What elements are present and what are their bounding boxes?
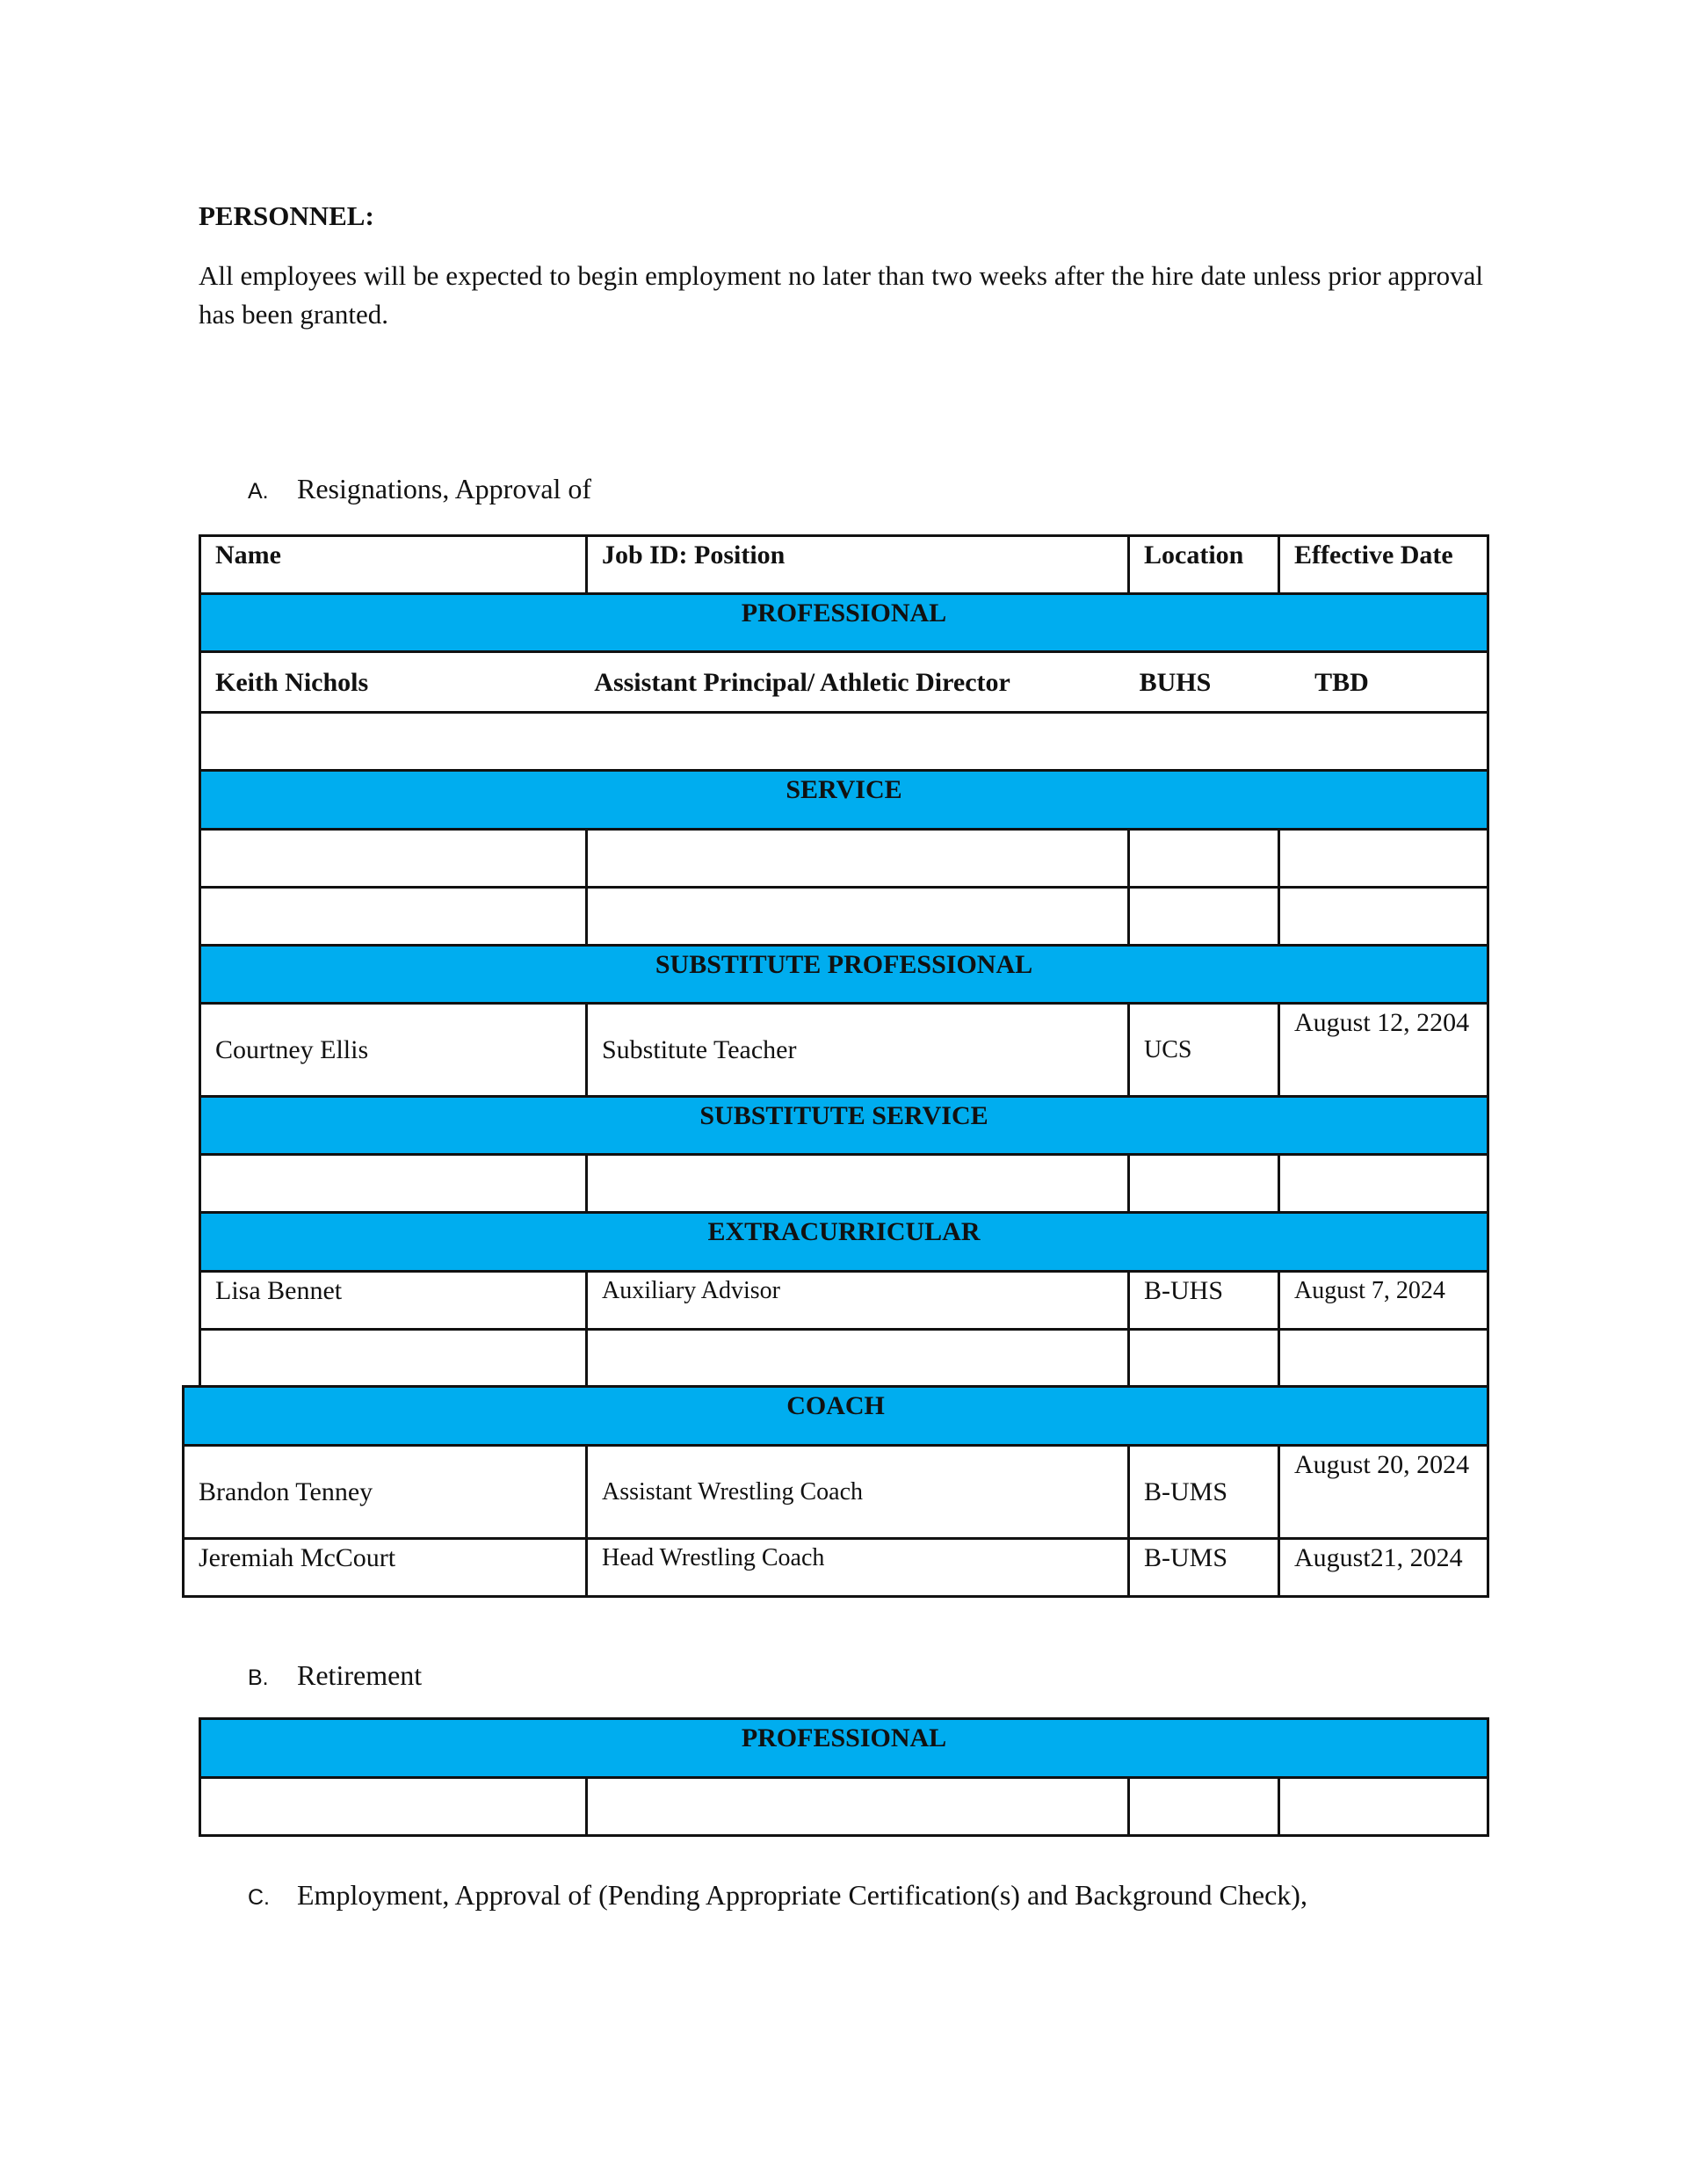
cell-name: Keith Nichols [215, 667, 369, 697]
table-row-empty [200, 888, 1488, 946]
section-c-label [248, 1879, 1307, 1912]
table-row-empty [200, 1330, 1488, 1388]
cell-effective-date: August 20, 2024 [1279, 1446, 1488, 1539]
section-title: Resignations, Approval of [297, 473, 592, 504]
cell-effective-date: August 7, 2024 [1279, 1272, 1488, 1330]
cell-location: B-UMS [1129, 1539, 1279, 1597]
category-band-substitute-service: SUBSTITUTE SERVICE [200, 1097, 1488, 1155]
header-effective-date: Effective Date [1279, 536, 1488, 594]
category-band-professional: PROFESSIONAL [200, 1719, 1488, 1778]
section-b-label [248, 1659, 422, 1692]
header-name: Name [200, 536, 587, 594]
cell-position: Assistant Principal/ Athletic Director [594, 667, 1010, 697]
coach-table [182, 1385, 1489, 1598]
cell-location: B-UMS [1129, 1446, 1279, 1539]
category-band-coach: COACH [184, 1387, 1488, 1446]
intro-paragraph: All employees will be expected to begin employment no later than two weeks after the hire date unless prior approval has been granted. [199, 260, 1483, 330]
table-row [200, 652, 1488, 713]
cell-name: Lisa Bennet [200, 1272, 587, 1330]
cell-position: Substitute Teacher [587, 1004, 1129, 1097]
section-title: Retirement [297, 1659, 423, 1691]
table-row [200, 1272, 1488, 1330]
cell-name: Jeremiah McCourt [184, 1539, 587, 1597]
table-row-empty [200, 1155, 1488, 1213]
table-row [184, 1446, 1488, 1539]
table-header-row [200, 536, 1488, 594]
table-row [200, 1004, 1488, 1097]
cell-effective-date: August21, 2024 [1279, 1539, 1488, 1597]
category-band-extracurricular: EXTRACURRICULAR [200, 1213, 1488, 1272]
cell-effective-date: August 12, 2204 [1279, 1004, 1488, 1097]
table-row-empty [200, 713, 1488, 771]
cell-position: Assistant Wrestling Coach [587, 1446, 1129, 1539]
cell-name: Brandon Tenney [184, 1446, 587, 1539]
cell-location: B-UHS [1129, 1272, 1279, 1330]
cell-name: Courtney Ellis [200, 1004, 587, 1097]
section-a-label [248, 473, 591, 505]
category-band-substitute-professional: SUBSTITUTE PROFESSIONAL [200, 946, 1488, 1004]
section-letter: B. [248, 1665, 269, 1690]
section-letter: C. [248, 1885, 270, 1910]
table-row-empty [200, 1778, 1488, 1836]
table-row [184, 1539, 1488, 1597]
cell-effective-date: TBD [1314, 667, 1369, 697]
table-row-empty [200, 830, 1488, 888]
resignations-table [199, 534, 1489, 1389]
header-position: Job ID: Position [587, 536, 1129, 594]
section-title: Employment, Approval of (Pending Appropriate Certification(s) and Background Check), [297, 1879, 1307, 1911]
category-band-service: SERVICE [200, 771, 1488, 830]
retirement-table [199, 1717, 1489, 1837]
header-location: Location [1129, 536, 1279, 594]
cell-position: Head Wrestling Coach [587, 1539, 1129, 1597]
cell-location: UCS [1129, 1004, 1279, 1097]
category-band-professional: PROFESSIONAL [200, 594, 1488, 652]
cell-location: BUHS [1139, 667, 1212, 697]
section-letter: A. [248, 479, 269, 504]
cell-position: Auxiliary Advisor [587, 1272, 1129, 1330]
page-heading: PERSONNEL: [199, 200, 374, 231]
